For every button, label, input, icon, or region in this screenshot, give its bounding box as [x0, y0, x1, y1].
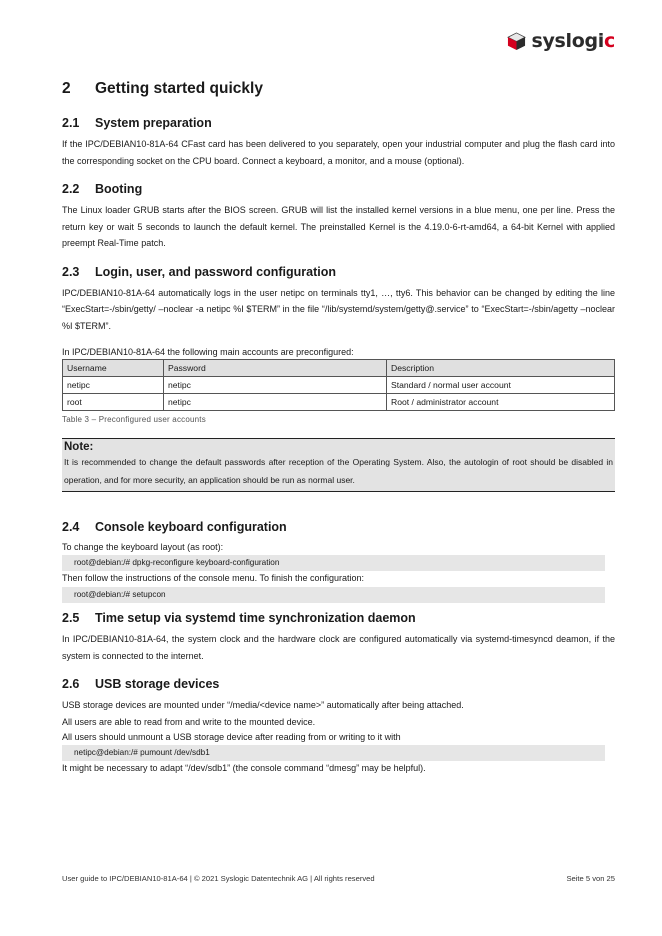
- code-line: root@debian:/# dpkg-reconfigure keyboard-configuration: [62, 555, 605, 571]
- section-2-2: [62, 182, 615, 252]
- chapter-title: Getting started quickly: [95, 80, 263, 97]
- section-text: To change the keyboard layout (as root):: [62, 542, 224, 552]
- section-2-5: [62, 611, 615, 664]
- table-header-row: [63, 360, 615, 377]
- section-text: All users should unmount a USB storage device after reading from or writing to it with: [62, 732, 401, 742]
- section-heading: 2.5 Time setup via systemd time synchronization daemon: [62, 611, 416, 625]
- section-heading: 2.6 USB storage devices: [62, 677, 220, 691]
- chapter-heading: [62, 80, 615, 98]
- note-title: Note:: [64, 441, 94, 453]
- page-number: Seite 5 von 25: [566, 874, 615, 883]
- column-header: Description: [387, 360, 615, 377]
- section-text: It might be necessary to adapt “/dev/sdb1” (the console command “dmesg” may be helpful).: [62, 763, 426, 773]
- section-heading: 2.2 Booting: [62, 182, 143, 196]
- section-text: The Linux loader GRUB starts after the BIOS screen. GRUB will list the installed kernel versions in a blue menu, one per line. Press the return key or wait 5 seconds to launch the default kernel. The preinstalled Kernel is the 4.19.0-6-rt-amd64, a 64-bit Kernel with applied preempt Real-Time patch.: [62, 205, 615, 248]
- logo-text: syslogic: [531, 30, 615, 52]
- code-line: root@debian:/# setupcon: [62, 587, 605, 603]
- note-text: It is recommended to change the default passwords after reception of the Operating System. Also, the autologin of root should be disabled in operation, and for more security, an application should be run as normal user.: [64, 457, 613, 485]
- section-heading: 2.4 Console keyboard configuration: [62, 520, 287, 534]
- section-text: USB storage devices are mounted under “/media/<device name>” automatically after being attached.: [62, 700, 464, 710]
- page-footer: [62, 874, 615, 883]
- section-2-6: [62, 677, 615, 775]
- section-text: IPC/DEBIAN10-81A-64 automatically logs in the user netipc on terminals tty1, …, tty6. This behavior can be changed by editing the line “ExecStart=-/sbin/getty/ –noclear -a netipc %I $TERM” in the file “/lib/systemd/system/getty@.service” to “ExecStart=-/sbin/agetty –noclear %I $TERM”.: [62, 287, 615, 331]
- section-heading: 2.3 Login, user, and password configuration: [62, 264, 336, 279]
- syslogic-logo: [507, 30, 615, 52]
- footer-copyright: User guide to IPC/DEBIAN10-81A-64 | © 2021 Syslogic Datentechnik AG | All rights reserved: [62, 874, 375, 883]
- table-cell: netipc: [164, 377, 387, 394]
- section-text: All users are able to read from and write to the mounted device.: [62, 716, 316, 727]
- table-intro: In IPC/DEBIAN10-81A-64 the following main accounts are preconfigured:: [62, 347, 354, 357]
- section-text: If the IPC/DEBIAN10-81A-64 CFast card has been delivered to you separately, open your industrial computer and plug the flash card into the corresponding socket on the CPU board. Connect a keyboard, a monitor, and a mouse (optional).: [62, 139, 615, 166]
- cube-logo-icon: [507, 32, 526, 51]
- section-text: Then follow the instructions of the console menu. To finish the configuration:: [62, 573, 365, 583]
- table-cell: netipc: [164, 394, 387, 411]
- column-header: Password: [164, 360, 387, 377]
- section-2-4: [62, 520, 615, 603]
- section-2-1: [62, 116, 615, 169]
- table-caption: Table 3 – Preconfigured user accounts: [62, 415, 206, 424]
- section-text: In IPC/DEBIAN10-81A-64, the system clock and the hardware clock are configured automatically via systemd-timesyncd deamon, if the system is connected to the internet.: [62, 634, 615, 661]
- code-line: netipc@debian:/# pumount /dev/sdb1: [62, 745, 605, 761]
- note-box: [62, 438, 615, 492]
- column-header: Username: [63, 360, 164, 377]
- section-2-3: [62, 265, 615, 493]
- table-cell: root: [63, 394, 164, 411]
- section-heading: 2.1 System preparation: [62, 116, 212, 130]
- table-row: [63, 377, 615, 394]
- table-cell: netipc: [63, 377, 164, 394]
- chapter-number: 2: [62, 80, 71, 97]
- table-row: [63, 394, 615, 411]
- document-body: [62, 76, 615, 788]
- table-cell: Standard / normal user account: [387, 377, 615, 394]
- table-cell: Root / administrator account: [387, 394, 615, 411]
- accounts-table: [62, 359, 615, 411]
